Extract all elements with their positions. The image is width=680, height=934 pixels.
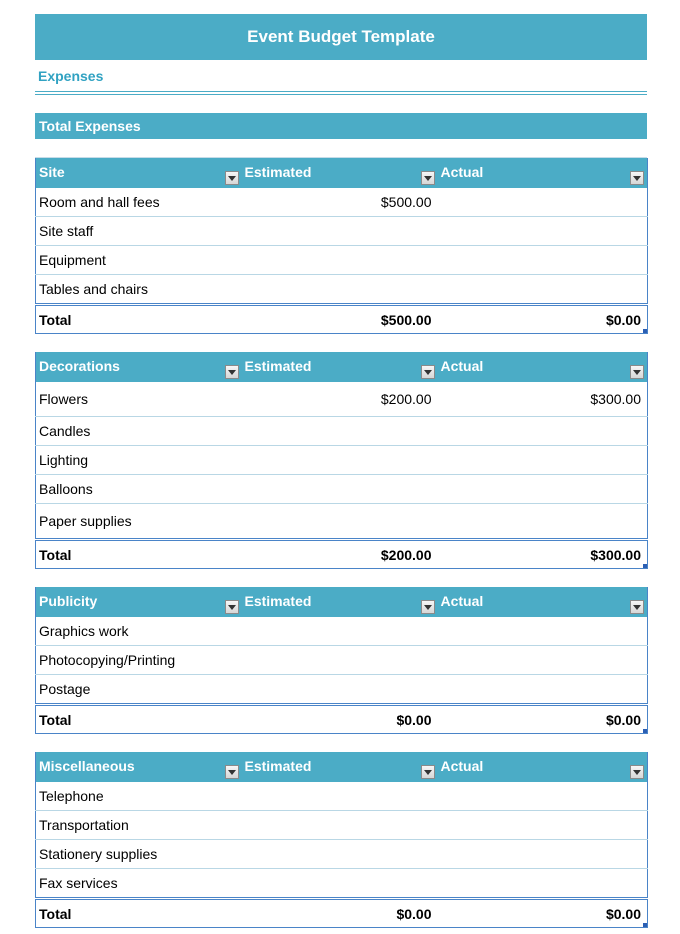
table-row bbox=[36, 188, 648, 217]
total-label[interactable]: Total bbox=[36, 705, 242, 734]
section-header-row bbox=[36, 158, 648, 188]
actual-cell[interactable] bbox=[438, 446, 648, 475]
filter-dropdown-icon[interactable] bbox=[630, 765, 644, 779]
estimated-cell[interactable] bbox=[242, 782, 438, 811]
total-estimated[interactable]: $0.00 bbox=[242, 705, 438, 734]
table-row bbox=[36, 617, 648, 646]
table-row bbox=[36, 675, 648, 705]
estimated-cell[interactable] bbox=[242, 869, 438, 899]
table-row bbox=[36, 840, 648, 869]
table-row bbox=[36, 382, 648, 417]
item-cell[interactable]: Site staff bbox=[36, 217, 242, 246]
table-row bbox=[36, 646, 648, 675]
actual-cell[interactable] bbox=[438, 246, 648, 275]
actual-cell[interactable] bbox=[438, 675, 648, 705]
filter-dropdown-icon[interactable] bbox=[225, 171, 239, 185]
sections-container bbox=[35, 158, 647, 928]
total-row bbox=[36, 705, 648, 734]
actual-cell[interactable] bbox=[438, 417, 648, 446]
item-cell[interactable]: Flowers bbox=[36, 382, 242, 417]
spacer bbox=[35, 95, 647, 113]
estimated-header[interactable]: Estimated bbox=[242, 752, 438, 782]
total-estimated[interactable]: $500.00 bbox=[242, 305, 438, 334]
total-actual[interactable]: $0.00 bbox=[438, 899, 648, 928]
filter-dropdown-icon[interactable] bbox=[225, 765, 239, 779]
table-row bbox=[36, 417, 648, 446]
table-row bbox=[36, 475, 648, 504]
actual-cell[interactable] bbox=[438, 188, 648, 217]
total-label[interactable]: Total bbox=[36, 899, 242, 928]
spacer bbox=[35, 139, 647, 158]
item-cell[interactable]: Equipment bbox=[36, 246, 242, 275]
total-label[interactable]: Total bbox=[36, 540, 242, 569]
estimated-cell[interactable] bbox=[242, 246, 438, 275]
section-table-publicity bbox=[35, 587, 648, 734]
estimated-cell[interactable] bbox=[242, 217, 438, 246]
total-label[interactable]: Total bbox=[36, 305, 242, 334]
actual-cell[interactable] bbox=[438, 646, 648, 675]
estimated-cell[interactable] bbox=[242, 275, 438, 305]
filter-dropdown-icon[interactable] bbox=[630, 365, 644, 379]
filter-dropdown-icon[interactable] bbox=[225, 365, 239, 379]
filter-dropdown-icon[interactable] bbox=[630, 600, 644, 614]
table-row bbox=[36, 246, 648, 275]
expenses-subtitle[interactable]: Expenses bbox=[35, 60, 647, 92]
actual-cell[interactable] bbox=[438, 217, 648, 246]
filter-dropdown-icon[interactable] bbox=[421, 171, 435, 185]
item-cell[interactable]: Graphics work bbox=[36, 617, 242, 646]
estimated-header[interactable]: Estimated bbox=[242, 587, 438, 617]
actual-header[interactable]: Actual bbox=[438, 587, 648, 617]
filter-dropdown-icon[interactable] bbox=[421, 765, 435, 779]
estimated-cell[interactable] bbox=[242, 504, 438, 540]
filter-dropdown-icon[interactable] bbox=[225, 600, 239, 614]
filter-dropdown-icon[interactable] bbox=[421, 365, 435, 379]
section-name-header[interactable]: Publicity bbox=[36, 587, 242, 617]
section-name-header[interactable]: Miscellaneous bbox=[36, 752, 242, 782]
actual-cell[interactable] bbox=[438, 811, 648, 840]
item-cell[interactable]: Postage bbox=[36, 675, 242, 705]
budget-sheet bbox=[35, 14, 647, 928]
section-name-header[interactable]: Site bbox=[36, 158, 242, 188]
table-row bbox=[36, 217, 648, 246]
total-expenses-bar[interactable]: Total Expenses bbox=[35, 113, 647, 139]
estimated-cell[interactable] bbox=[242, 475, 438, 504]
section-gap bbox=[35, 334, 647, 352]
estimated-header[interactable]: Estimated bbox=[242, 352, 438, 382]
actual-header[interactable]: Actual bbox=[438, 352, 648, 382]
actual-cell[interactable] bbox=[438, 504, 648, 540]
estimated-cell[interactable] bbox=[242, 811, 438, 840]
item-cell[interactable]: Telephone bbox=[36, 782, 242, 811]
estimated-cell[interactable] bbox=[242, 675, 438, 705]
total-actual[interactable]: $300.00 bbox=[438, 540, 648, 569]
estimated-cell[interactable] bbox=[242, 646, 438, 675]
resize-handle[interactable] bbox=[643, 564, 647, 568]
actual-cell[interactable] bbox=[438, 275, 648, 305]
section-header-row bbox=[36, 352, 648, 382]
section-gap bbox=[35, 569, 647, 587]
section-header-row bbox=[36, 587, 648, 617]
filter-dropdown-icon[interactable] bbox=[630, 171, 644, 185]
table-row bbox=[36, 869, 648, 899]
section-gap bbox=[35, 734, 647, 752]
item-cell[interactable]: Balloons bbox=[36, 475, 242, 504]
estimated-cell[interactable]: $500.00 bbox=[242, 188, 438, 217]
item-cell[interactable]: Photocopying/Printing bbox=[36, 646, 242, 675]
item-cell[interactable]: Paper supplies bbox=[36, 504, 242, 540]
item-cell[interactable]: Transportation bbox=[36, 811, 242, 840]
total-actual[interactable]: $0.00 bbox=[438, 305, 648, 334]
item-cell[interactable]: Fax services bbox=[36, 869, 242, 899]
table-row bbox=[36, 504, 648, 540]
actual-header[interactable]: Actual bbox=[438, 752, 648, 782]
estimated-cell[interactable] bbox=[242, 417, 438, 446]
table-row bbox=[36, 446, 648, 475]
total-estimated[interactable]: $200.00 bbox=[242, 540, 438, 569]
item-cell[interactable]: Room and hall fees bbox=[36, 188, 242, 217]
total-estimated[interactable]: $0.00 bbox=[242, 899, 438, 928]
total-actual[interactable]: $0.00 bbox=[438, 705, 648, 734]
section-table-decorations bbox=[35, 352, 648, 569]
estimated-header[interactable]: Estimated bbox=[242, 158, 438, 188]
estimated-cell[interactable] bbox=[242, 840, 438, 869]
actual-cell[interactable] bbox=[438, 840, 648, 869]
item-cell[interactable]: Lighting bbox=[36, 446, 242, 475]
resize-handle[interactable] bbox=[643, 923, 647, 927]
total-row bbox=[36, 899, 648, 928]
estimated-cell[interactable]: $200.00 bbox=[242, 382, 438, 417]
section-name-header[interactable]: Decorations bbox=[36, 352, 242, 382]
actual-cell[interactable] bbox=[438, 869, 648, 899]
table-row bbox=[36, 811, 648, 840]
total-row bbox=[36, 305, 648, 334]
item-cell[interactable]: Tables and chairs bbox=[36, 275, 242, 305]
actual-cell[interactable] bbox=[438, 475, 648, 504]
actual-cell[interactable] bbox=[438, 782, 648, 811]
item-cell[interactable]: Candles bbox=[36, 417, 242, 446]
section-header-row bbox=[36, 752, 648, 782]
actual-header[interactable]: Actual bbox=[438, 158, 648, 188]
resize-handle[interactable] bbox=[643, 329, 647, 333]
actual-cell[interactable] bbox=[438, 617, 648, 646]
actual-cell[interactable]: $300.00 bbox=[438, 382, 648, 417]
estimated-cell[interactable] bbox=[242, 617, 438, 646]
sheet-title: Event Budget Template bbox=[35, 14, 647, 60]
resize-handle[interactable] bbox=[643, 729, 647, 733]
item-cell[interactable]: Stationery supplies bbox=[36, 840, 242, 869]
filter-dropdown-icon[interactable] bbox=[421, 600, 435, 614]
total-row bbox=[36, 540, 648, 569]
section-table-miscellaneous bbox=[35, 752, 648, 928]
section-table-site bbox=[35, 158, 648, 334]
table-row bbox=[36, 782, 648, 811]
estimated-cell[interactable] bbox=[242, 446, 438, 475]
table-row bbox=[36, 275, 648, 305]
